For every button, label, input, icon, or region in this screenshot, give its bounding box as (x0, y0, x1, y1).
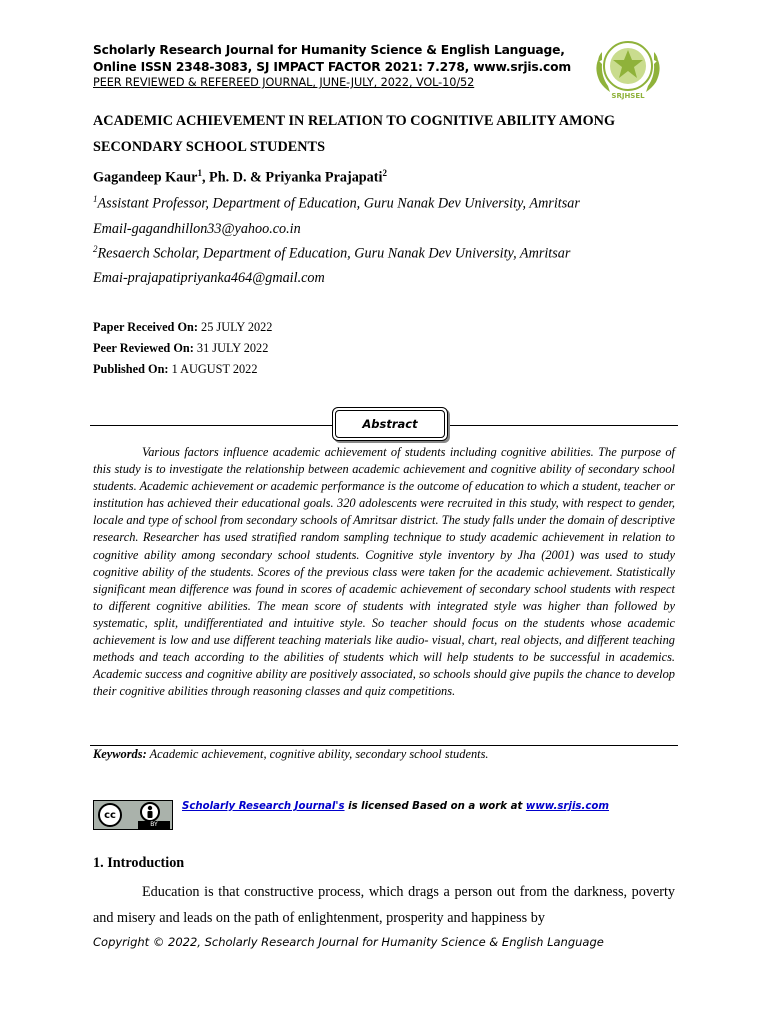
date-published-value: 1 AUGUST 2022 (168, 362, 258, 376)
affiliation-2-marker: 2 (93, 244, 98, 254)
email-1-text: Email-gagandhillon33@yahoo.co.in (93, 221, 301, 237)
abstract-heading-box (332, 407, 448, 441)
license-statement (182, 801, 609, 812)
affiliation-2 (93, 244, 570, 263)
abstract-rule-bottom (90, 745, 678, 746)
email-1 (93, 221, 301, 238)
email-2-text: Emai-prajapatipriyanka464@gmail.com (93, 270, 325, 286)
journal-issn: Online ISSN 2348-3083, SJ IMPACT FACTOR 2021: 7.278, www.srjis.com (93, 60, 571, 74)
author-2-marker: 2 (382, 168, 387, 178)
date-reviewed-label: Peer Reviewed On: (93, 341, 194, 355)
license-middle-text: is licensed Based on a work at (344, 801, 526, 812)
section-heading-introduction: 1. Introduction (93, 855, 185, 871)
attribution-person-icon (140, 802, 160, 822)
abstract-text: Various factors influence academic achievement of students including cognitive abilities. The purpose of this study is to investigate the relationship between academic achievement and cognitive ability of secondary school students. Academic achievement or academic performance is the outcome of education to which a student, teacher or institution has achieved their educational goals. 320 adolescents were recruited in this study, with respect to gender, locale and type of school from secondary schools of Amritsar district. The study falls under the domain of descriptive research. Researcher has used stratified random sampling technique to study academic achievement in relation to cognitive ability among secondary school students. Cognitive style inventory by Jha (2001) was used to study cognitive ability of the students. Scores of the previous class were taken for the academic achievement. Statistically significant mean difference was found in scores of academic achievement of secondary school students with respect to different cognitive abilities. The mean score of students with integrated style was higher than followed by systematic, split, undifferentiated and intuitive style. So teacher should focus on the students whose academic achievement is low and use different teaching materials like audio- visual, chart, real objects, and different teaching methods and teach according to the abilities of students which will help students to be successful in academics. Academic success and cognitive ability are positively associated, so schools should give pupils the chance to develop their cognitive abilities through reasoning classes and quiz competitions. (93, 445, 675, 699)
cc-by-label: BY (138, 821, 170, 829)
journal-logo (588, 30, 668, 102)
abstract-heading: Abstract (335, 410, 445, 438)
journal-header (93, 42, 613, 91)
introduction-paragraph: Education is that constructive process, which drags a person out from the darkness, poverty and misery and leads on the path of enlightenment, prosperity and happiness by (93, 884, 675, 926)
author-1-marker: 1 (197, 168, 202, 178)
date-reviewed (93, 341, 268, 356)
date-received-value: 25 JULY 2022 (197, 320, 273, 334)
cc-icon: cc (98, 803, 122, 827)
paper-title: ACADEMIC ACHIEVEMENT IN RELATION TO COGNITIVE ABILITY AMONG SECONDARY SCHOOL STUDENTS (93, 113, 616, 155)
journal-review-info: PEER REVIEWED & REFEREED JOURNAL, JUNE-JULY, 2022, VOL-10/52 (93, 76, 475, 89)
email-2 (93, 270, 325, 287)
affiliation-1-marker: 1 (93, 194, 98, 204)
abstract-rule-left (90, 425, 332, 426)
date-published (93, 362, 257, 377)
keywords-label: Keywords: (93, 747, 147, 761)
cc-license-badge[interactable] (93, 800, 173, 830)
author-1: Gagandeep Kaur (93, 169, 198, 186)
date-reviewed-value: 31 JULY 2022 (193, 341, 269, 355)
date-published-label: Published On: (93, 362, 169, 376)
keywords-text: Academic achievement, cognitive ability, secondary school students. (146, 747, 489, 761)
author-line (93, 168, 387, 187)
affiliation-1 (93, 194, 580, 213)
affiliation-1-text: Assistant Professor, Department of Education, Guru Nanak Dev University, Amritsar (97, 195, 580, 212)
copyright-footer: Copyright © 2022, Scholarly Research Journal for Humanity Science & English Language (93, 935, 604, 949)
keywords (93, 747, 489, 762)
journal-name: Scholarly Research Journal for Humanity Science & English Language, (93, 43, 565, 57)
journal-link[interactable]: Scholarly Research Journal's (182, 801, 345, 812)
affiliation-2-text: Resaerch Scholar, Department of Education, Guru Nanak Dev University, Amritsar (97, 245, 571, 262)
date-received (93, 320, 272, 335)
abstract-rule-right (448, 425, 678, 426)
author-separator: , Ph. D. & Priyanka Prajapati (201, 169, 383, 186)
website-link[interactable]: www.srjis.com (525, 801, 610, 812)
date-received-label: Paper Received On: (93, 320, 198, 334)
logo-text: SRJHSEL (611, 92, 645, 100)
